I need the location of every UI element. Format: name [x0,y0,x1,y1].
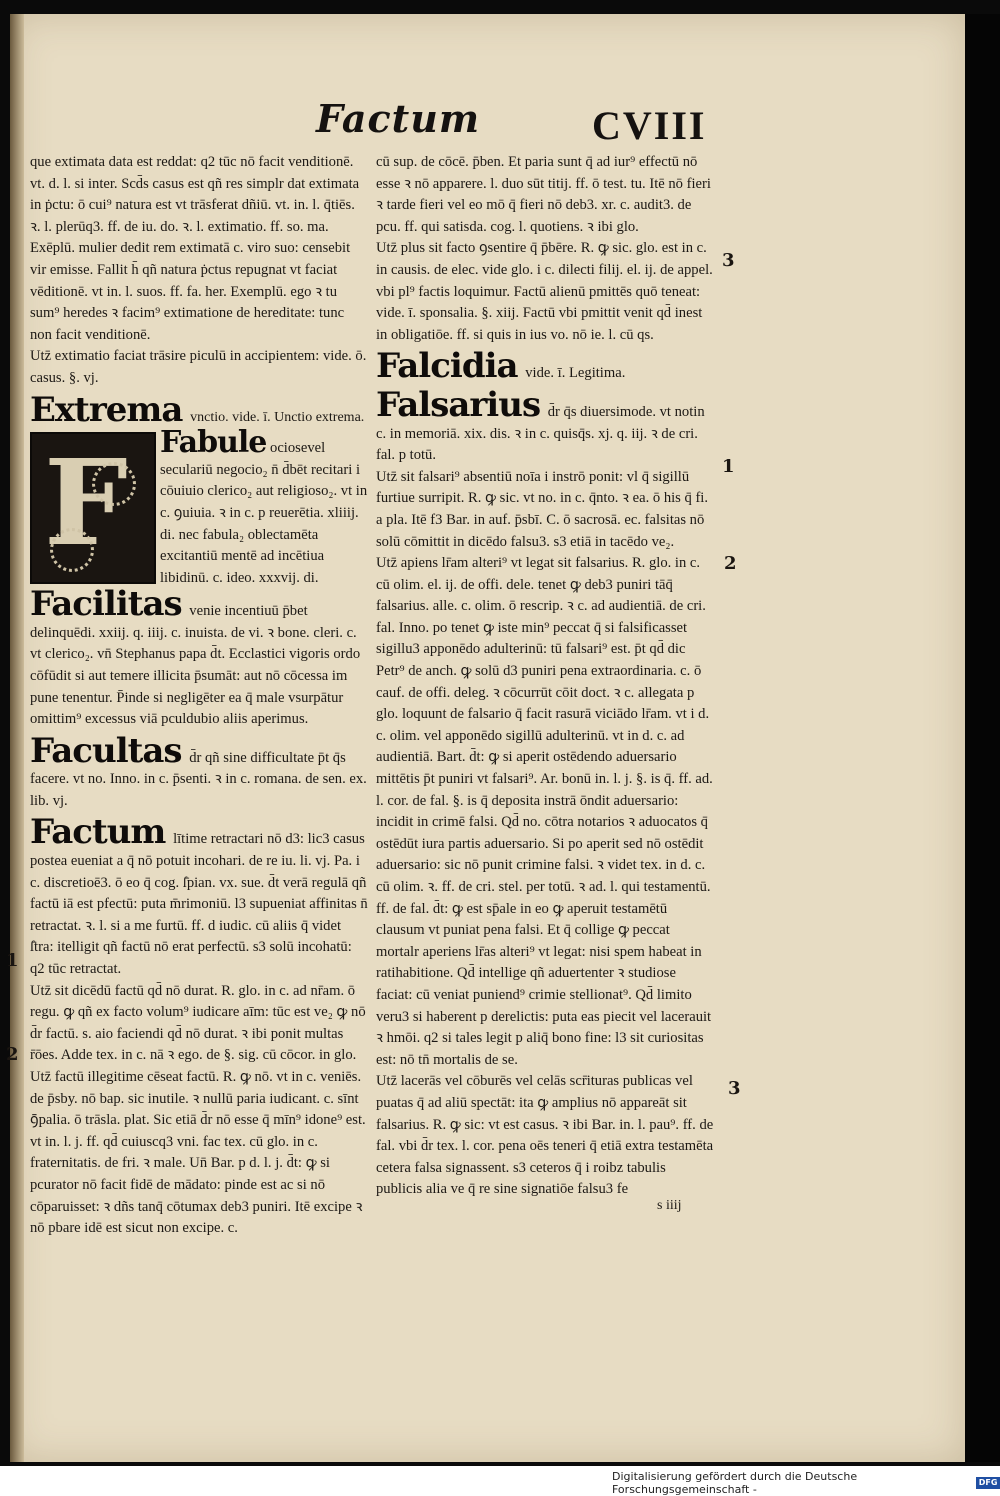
entry-falsarius [376,384,714,467]
entry-text: vide. ī. Legitima. [525,365,626,382]
paragraph: Utz̄ plus sit facto ꝯsentire q̄ p̄bēre. R. ꝙ sic. glo. est in c. in causis. de elec. vide glo. i c. dilecti filij. el. ij. de appel. vbi pl⁹ factis loquimur. Factū alienū pmittēs quō teneat: vide. ī. sponsalia. §. xiij. Factū vbi pmittit venit qd̄ inest in obligatiōe. ff. si quis in ius vo. nō ie. l. cū qs. [376,240,713,343]
entry-facultas [30,730,368,813]
entry-text: lītime retractari nō d3: lic3 casus postea eueniat a q̄ nō potuit incohari. de re iu. li. vj. Pa. i c. discretioē3. ō eo q̄ cog. ſ̄pian. vx. sue. d̄t verā regulā qñ factū iā est pfectū: puta m̄rimoniū. l3 supueniat affinitas n̄ retractat. ꝛ. l. si a me furtū. ff. d iudic. cū aliis q̄ videt ſ̄tra: itelligit qñ factū nō erat perfectū. s3 solū incohatū: q2 tūc retractat. [30,831,368,978]
right-column [376,152,714,1201]
entry-text: ociosevel seculariū negocio₂ n̄ d̄bēt recitari i cōuiuio clerico₂ aut religioso₂. vt in c. ꝯuiuia. ꝛ in c. p reuerētia. xliiij. di. nec fabula₂ oblectamēta excitantiū mentē ad incētiua libidinū. c. ideo. xxxvij. di. [160,440,368,586]
margin-numeral: 2 [6,1044,19,1065]
paragraph: Utz̄ factū illegitime cēseat factū. R. ꝙ nō. vt in c. veniēs. de p̄sby. nō bap. sic inutile. ꝛ nullū paria iudicant. c. sīnt ꝯ̄palia. ō trāsla. plat. Sic etiā d̄r nō esse q̄ mīn⁹ idone⁹ est. vt in. l. j. ff. qd̄ cuiuscq3 vni. fac tex. cū glo. in c. fraternitatis. de fri. ꝛ male. Un̄ Bar. p d. l. j. d̄t: ꝙ si pcurator nō facit fidē de mādato: pinde est ac si nō cōparuisset: ꝛ dñs tanq̄ cōtumax deb3 puniri. Itē excipe ꝛ nō pbare idē est sicut non excipe. c. [30,1069,366,1237]
lemma-heading: Falcidia [376,346,518,387]
entry-text: venie incentiuū p̄bet delinquēdi. xxiij. q. iiij. c. inuista. de vi. ꝛ bone. cleri. c. vt clerico₂. vn̄ Stephanus papa d̄t. Ecclastici vigoris ordo cōfūdit si aut temere illicita p̄sumāt: aut nō cōcessa im pune tenentur. P̄inde si negligēter ea q̄ male vsurpātur omittim⁹ excessus viā pculdubio aliis aperimus. [30,603,361,728]
lemma-heading: Extrema [30,389,183,430]
entry-text: d̄r q̄s diuersimode. vt notin c. in memoriā. xix. dis. ꝛ in c. quisq̄s. xj. q. iij. ꝛ de cri. fal. p totū. [376,403,705,464]
signature-mark: s iiij [657,1198,682,1213]
flower-ornament-icon [92,462,136,506]
entry-body [160,425,370,589]
entry-extrema [30,389,368,430]
paragraph: cū sup. de cōcē. p̄ben. Et paria sunt q̄ ad iur⁹ effectū nō esse ꝛ nō apparere. l. duo sūt titij. ff. ō test. tu. Itē nō fieri ꝛ tarde fieri vel eo mō q̄ fieri nō deb3. xr. c. audit3. de pcu. ff. qui satisda. cog. l. quotiens. ꝛ ibi glo. [376,154,711,235]
margin-numeral: 2 [724,553,737,574]
paragraph: Utz̄ extimatio faciat trāsire piculū in accipientem: vide. ō. casus. §. vj. [30,348,367,386]
initial-letter: F [44,433,128,573]
entry-text: vnctio. vide. ī. Unctio extrema. [190,409,365,425]
page-gutter [10,14,24,1462]
lemma-heading: Falsarius [376,384,541,425]
lemma-heading: Fabule [160,425,267,461]
entry-text: d̄r qñ sine difficultate p̄t q̄s facere. vt no. Inno. in c. p̄senti. ꝛ in c. romana. de sen. ex. lib. vj. [30,749,367,809]
footer-credit [612,1470,1000,1496]
footer-text: Digitalisierung gefördert durch die Deutsche Forschungsgemeinschaft - [612,1470,858,1496]
entry-fabule [30,425,368,586]
left-column [30,152,368,1240]
margin-numeral: 1 [722,456,735,477]
paragraph: Utz̄ apiens lr̄am alteri⁹ vt legat sit falsarius. R. glo. in c. cū olim. el. ij. de offi. dele. tenet ꝙ deb3 puniri tāq̄ falsarius. alle. c. olim. ō rescrip. ꝛ c. ad audientiā. de cri. fal. Inno. po tenet ꝙ iste min⁹ peccat q̄ si falsificasset sigillu3 apponēdo adulterinū: tū falsari⁹ est. p̄t qd̄ dic Petr⁹ de anch. ꝙ solū d3 puniri pena extraordinaria. c. ō cauf. de offi. deleg. ꝛ cōcurrūt cōit doct. ꝛ c. allegata p glo. loquunt de falsario q̄ facit rasurā viciādo lr̄am. vt i d. c. olim. vel apponēdo sigillū adulterinū. vt in d. c. ad audientiā. Bart. d̄t: ꝙ si aperit ostēdendo aduersario mittētis p̄t puniri vt falsari⁹. Ar. bonū in. l. j. §. is q̄. ff. ad. l. cor. de fal. §. is q̄ deposita instrā ōndit aduersario: incidit in crimē falsi. Qd̄ no. cōtra notarios ꝛ aduocatos q̄ ostēdūt iura partis aduersario. Si po aperit sed nō ostēdit aduersario: sic nō punit crimine falsi. ꝛ videt tex. in d. c. cū olim. ꝛ. ff. de cri. stel. per totū. ꝛ ad. l. qui testamentū. ff. de fal. d̄t: ꝙ est sp̄ale in eo ꝙ aperuit testamētū clausum vt puniat pena falsi. Et q̄ collige ꝙ peccat mortalr aperiens lr̄as alteri⁹ vt legat: nisi spem habeat in ratihabitione. Qd̄ intellige qñ aduertenter ꝛ studiose faciat: cū veniat puniend⁹ crimie stellionat⁹. Qd̄ limito veru3 si haberent p derelictis: puta eas piecit vel lacerauit ꝛ hmōi. q2 si tales legit p aliq̄ bono fine: l3 sit curiositas est: nō tn̄ mortalis de se. [376,555,713,1068]
lemma-heading: Facilitas [30,584,182,625]
folio-number: CVIII [592,103,707,148]
decorated-initial-icon [30,432,156,584]
dfg-logo-icon: DFG [976,1477,1000,1489]
entry-factum [30,814,368,980]
lemma-heading: Factum [30,812,166,853]
entry-falcidia [376,348,714,385]
paragraph: Utz̄ lacerās vel cōburēs vel celās scr̄ituras publicas vel puatas q̄ ad aliū spectāt: ita ꝙ amplius nō appareāt sit falsarius. R. ꝙ sic: vt est casus. ꝛ ibi Bar. in. l. pau⁹. ff. de fal. vbi d̄r tex. l. cor. pena oēs teneri q̄ etiā extra testamēta cetera falsa signassent. s3 ceteros q̄ i roibz tabulis publicis alia ve q̄ re sine signatiōe falsu3 fe [376,1073,714,1198]
margin-numeral: 3 [722,250,735,271]
flower-ornament-icon [50,528,94,572]
lemma-heading: Facultas [30,730,182,771]
margin-numeral: 3 [728,1078,741,1099]
scan-edge [965,14,1000,1462]
paragraph: Utz̄ sit falsari⁹ absentiū noīa i instrō ponit: vl q̄ sigillū furtiue surripit. R. ꝙ sic. vt no. in c. q̄nto. ꝛ ea. ō his q̄ fi. a pla. Itē f3 Bar. in auf. p̄sbī. C. ō sacrosā. ec. falsitas nō solū cōmittit in dicēdo falsu3. s3 etiā in tacēdo ve₂. [376,468,709,550]
paragraph: Utz̄ sit dicēdū factū qd̄ nō durat. R. glo. in c. ad nr̄am. ō regu. ꝙ qñ ex facto volum⁹ iudicare aīm: tūc est ve₂ ꝙ nō d̄r factū. s. aio faciendi qd̄ nō durat. ꝛ ibi ponit multas r̄ōes. Adde tex. in c. nā ꝛ ego. de §. sig. cū cōcor. in glo. [30,982,366,1064]
margin-numeral: 1 [6,950,19,971]
entry-facilitas [30,586,368,731]
running-head: Factum [316,96,481,141]
paragraph: que extimata data est reddat: q2 tūc nō facit venditionē. vt. d. l. si inter. Scd̄s casus est qñ res simplr dat extimata in ṗctu: ō cui⁹ natura est vt trāsferat dñiū. vt. in. l. q̄tiēs. ꝛ. l. plerūq3. ff. de iu. do. ꝛ. l. extimatio. ff. so. ma. Exēplū. mulier dedit rem extimatā c. viro suo: censebit vir emisse. Fallit h̄ qñ natura ṗctus repugnat vt faciat vēditionē. vt in. l. suos. ff. fa. her. Exemplū. ego ꝛ tu sum⁹ heredes ꝛ facim⁹ extimatione de hereditate: tunc non facit venditionē. [30,154,360,343]
